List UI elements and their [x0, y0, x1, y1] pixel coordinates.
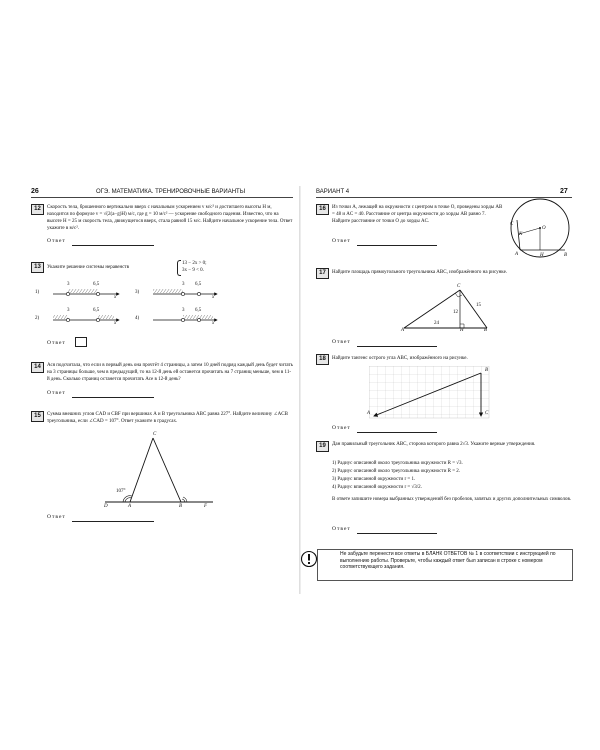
vertex-label-c: C — [153, 432, 157, 437]
note-text: Не забудьте перенести все ответы в БЛАНК ОТВЕТОВ № 1 в соответствии с инструкцией по выполнению работы. Проверьте, чтобы каждый ответ был записан в строке с номером соответствующего задания. — [340, 551, 556, 570]
task-text: Найдите тангенс острого угла ABC, изображённого на рисунке. — [332, 356, 468, 361]
task-15 — [31, 411, 293, 425]
task-18 — [316, 354, 572, 362]
answer-field-14[interactable] — [72, 397, 154, 398]
vertex-label-b: B — [484, 328, 488, 333]
tick-label-6-5: 6,5 — [93, 308, 100, 313]
right-page-number: 27 — [560, 188, 568, 195]
answer-label: Ответ — [47, 390, 66, 396]
vertex-label-b: B — [564, 253, 568, 258]
task-text: Сумма внешних углов CAD и CBF при вершинах A и B треугольника ABC равна 227°. Найдите величину ∠ACB треугольника, если ∠CAD = 107°. Ответ укажите в градусах. — [47, 412, 288, 424]
axis-label-x: x — [114, 295, 117, 300]
task-16 — [316, 204, 504, 225]
left-header-rule — [31, 197, 293, 198]
tick-label-6-5: 6,5 — [195, 282, 202, 287]
answer-label: Ответ — [47, 514, 66, 520]
answer-field-18[interactable] — [357, 432, 437, 433]
task-13-options-diagram — [31, 276, 293, 336]
option-4-label: 4) — [135, 316, 140, 321]
center-label-o: O — [542, 226, 546, 231]
task-text: Укажите решение системы неравенств — [47, 265, 129, 270]
option-3-line[interactable] — [153, 289, 217, 296]
option-2-label: 2) — [35, 316, 40, 321]
vertex-label-c: C — [510, 222, 514, 227]
vertex-label-d: D — [104, 504, 108, 509]
left-page-number: 26 — [31, 188, 39, 195]
answer-label: Ответ — [332, 339, 351, 345]
answer-field-17[interactable] — [357, 346, 437, 347]
task-number: 17 — [316, 268, 329, 279]
height-label-12: 12 — [453, 310, 458, 315]
statement-2: 2) Радиус описанной около треугольника окружности R = 2. — [332, 469, 461, 474]
vertex-label-b: B — [179, 504, 183, 509]
vertex-label-a: A — [367, 411, 371, 416]
task-12 — [31, 204, 293, 232]
angle-label: 107° — [116, 489, 126, 494]
task-number: 15 — [31, 411, 44, 422]
axis-label-x: x — [114, 321, 117, 326]
point-label-h: H — [540, 253, 544, 258]
vertex-label-b: B — [485, 368, 489, 373]
vertex-label-c: C — [485, 411, 489, 416]
page-gutter — [299, 186, 301, 594]
vertex-label-a: A — [515, 252, 519, 257]
tick-label-3: 3 — [67, 282, 70, 287]
system-brace — [177, 260, 181, 276]
exclamation-icon — [300, 550, 318, 568]
vertex-label-f: F — [204, 504, 208, 509]
answer-label: Ответ — [332, 238, 351, 244]
vertex-label-a: A — [128, 504, 132, 509]
statement-1: 1) Радиус описанной около треугольника окружности R = √3. — [332, 461, 463, 466]
task-number: 16 — [316, 204, 329, 215]
statement-4: 4) Радиус вписанной окружности r = √3/2. — [332, 485, 422, 490]
left-page-header: ОГЭ. МАТЕМАТИКА. ТРЕНИРОВОЧНЫЕ ВАРИАНТЫ — [96, 189, 246, 195]
answer-label: Ответ — [47, 340, 66, 346]
task-number: 19 — [316, 441, 329, 452]
answer-box-13[interactable] — [75, 337, 87, 347]
system-line-2: 3x − 9 < 0. — [182, 268, 204, 273]
task-text: Найдите площадь прямоугольного треугольника ABC, изображённого на рисунке. — [332, 270, 508, 275]
task-number: 18 — [316, 354, 329, 365]
statement-3: 3) Радиус вписанной окружности r = 1. — [332, 477, 416, 482]
task-text: Из точки A, лежащей на окружности с центром в точке O, проведены хорды AB = 48 и AC = 40. Расстояние от центра окружности до хорды AB равно 7. Найдите расстояние от точки O до хорды AC. — [332, 205, 503, 224]
point-label-h: H — [460, 328, 464, 333]
task-number: 14 — [31, 362, 44, 373]
task-number: 13 — [31, 262, 44, 273]
system-line-1: 13 − 2x > 0; — [182, 261, 207, 266]
triangle-diagram-17 — [400, 282, 495, 334]
tick-label-3: 3 — [67, 308, 70, 313]
vertex-label-c: C — [457, 284, 461, 289]
grid-diagram-18 — [369, 366, 491, 420]
option-1-label: 1) — [35, 290, 40, 295]
answer-field-15[interactable] — [72, 521, 154, 522]
tick-label-3: 3 — [182, 282, 185, 287]
tick-label-6-5: 6,5 — [93, 282, 100, 287]
task-19-instruction: В ответе запишите номера выбранных утверждений без пробелов, запятых и других дополнительных символов. — [332, 497, 572, 502]
option-3-label: 3) — [135, 290, 140, 295]
answer-field-16[interactable] — [357, 245, 437, 246]
answer-label: Ответ — [47, 238, 66, 244]
task-14 — [31, 362, 293, 383]
right-page-header: ВАРИАНТ 4 — [316, 189, 350, 195]
task-17 — [316, 268, 572, 276]
triangle-diagram-15 — [95, 430, 235, 512]
axis-label-x: x — [212, 295, 215, 300]
axis-label-x: x — [212, 321, 215, 326]
segment-label-24: 24 — [434, 321, 439, 326]
task-text: Дан правильный треугольник ABC, сторона которого равна 2√3. Укажите верные утверждения. — [332, 442, 536, 447]
option-2-line[interactable] — [53, 315, 119, 322]
answer-field-19[interactable] — [357, 533, 437, 534]
task-text: Скорость тела, брошенного вертикально вверх с начальным ускорением v м/с² и достигшего высоты H м, находится по формуле v = √(2(a−g)H) м/с, где g = 10 м/с² — ускорение свободного падения. Известно, что на высоте H = 25 м скорость тела, движущегося вверх, стала равной 15 м/с. Найдите начальное ускорение тела. Ответ укажите в м/с². — [47, 205, 293, 231]
task-number: 12 — [31, 204, 44, 215]
option-4-line[interactable] — [153, 315, 217, 322]
answer-label: Ответ — [332, 425, 351, 431]
task-text: Ася подсчитала, что если в первый день она прочтёт 4 страницы, а затем 10 дней подряд каждый день будет читать на 3 страницы больше, чем в предыдущий, то на 12-й день ей останется прочитать на 7 страниц меньше, чем в 11-й день. Сколько страниц останется прочитать Асе в 12-й день? — [47, 363, 293, 382]
option-1-line[interactable] — [53, 289, 119, 296]
vertex-label-a: A — [401, 328, 405, 333]
side-label-15: 15 — [476, 303, 481, 308]
answer-field-12[interactable] — [72, 245, 154, 246]
answer-label: Ответ — [332, 526, 351, 532]
tick-label-6-5: 6,5 — [195, 308, 202, 313]
task-19 — [316, 441, 572, 448]
point-label-k: K — [519, 232, 523, 237]
tick-label-3: 3 — [182, 308, 185, 313]
